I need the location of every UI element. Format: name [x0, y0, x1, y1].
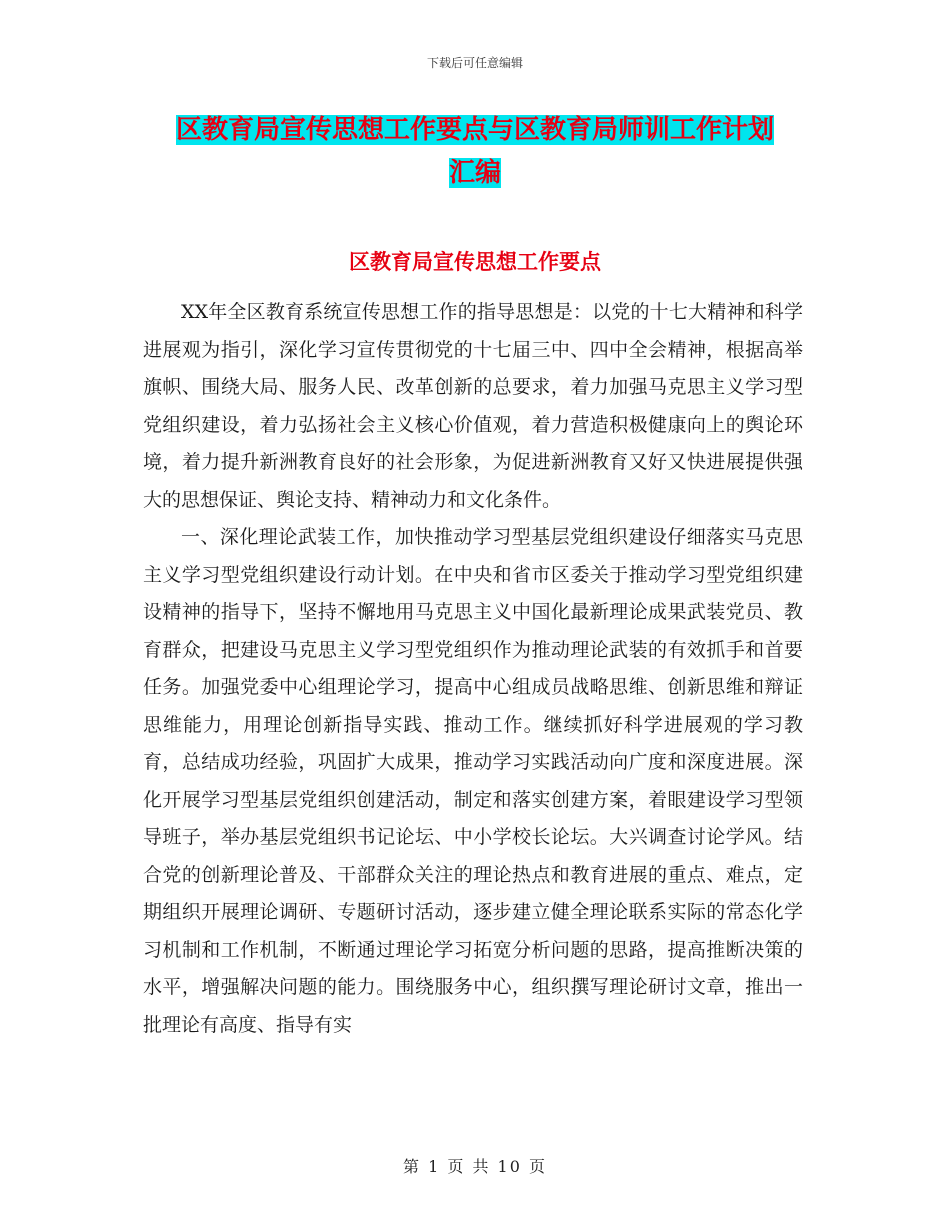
title-highlight-2: 汇编	[448, 158, 501, 188]
title-highlight-1: 区教育局宣传思想工作要点与区教育局师训工作计划	[175, 115, 774, 145]
section-title: 区教育局宣传思想工作要点	[349, 250, 601, 274]
page-footer: 第 1 页 共 10 页	[403, 1157, 547, 1176]
paragraph-intro: XX年全区教育系统宣传思想工作的指导思想是：以党的十七大精神和科学进展观为指引，深化学习宣传贯彻党的十七届三中、四中全会精神，根据高举旗帜、围绕大局、服务人民、改革创新的总要求，着力加强马克思主义学习型党组织建设，着力弘扬社会主义核心价值观，着力营造积极健康向上的舆论环境，着力提升新洲教育良好的社会形象，为促进新洲教育又好又快进展提供强大的思想保证、舆论支持、精神动力和文化条件。	[143, 301, 803, 511]
paragraph-section-one: 一、深化理论武装工作，加快推动学习型基层党组织建设仔细落实马克思主义学习型党组织建设行动计划。在中央和省市区委关于推动学习型党组织建设精神的指导下，坚持不懈地用马克思主义中国化最新理论成果武装党员、教育群众，把建设马克思主义学习型党组织作为推动理论武装的有效抓手和首要任务。加强党委中心组理论学习，提高中心组成员战略思维、创新思维和辩证思维能力，用理论创新指导实践、推动工作。继续抓好科学进展观的学习教育，总结成功经验，巩固扩大成果，推动学习实践活动向广度和深度进展。深化开展学习型基层党组织创建活动，制定和落实创建方案，着眼建设学习型领导班子，举办基层党组织书记论坛、中小学校长论坛。大兴调查讨论学风。结合党的创新理论普及、干部群众关注的理论热点和教育进展的重点、难点，定期组织开展理论调研、专题研讨活动，逐步建立健全理论联系实际的常态化学习机制和工作机制，不断通过理论学习拓宽分析问题的思路，提高推断决策的水平，增强解决问题的能力。围绕服务中心，组织撰写理论研讨文章，推出一批理论有高度、指导有实	[143, 526, 803, 1036]
body-text	[143, 294, 803, 1044]
document-title-line-2	[0, 153, 950, 193]
header-note: 下载后可任意编辑	[426, 56, 523, 70]
document-title-line-1	[0, 110, 950, 150]
